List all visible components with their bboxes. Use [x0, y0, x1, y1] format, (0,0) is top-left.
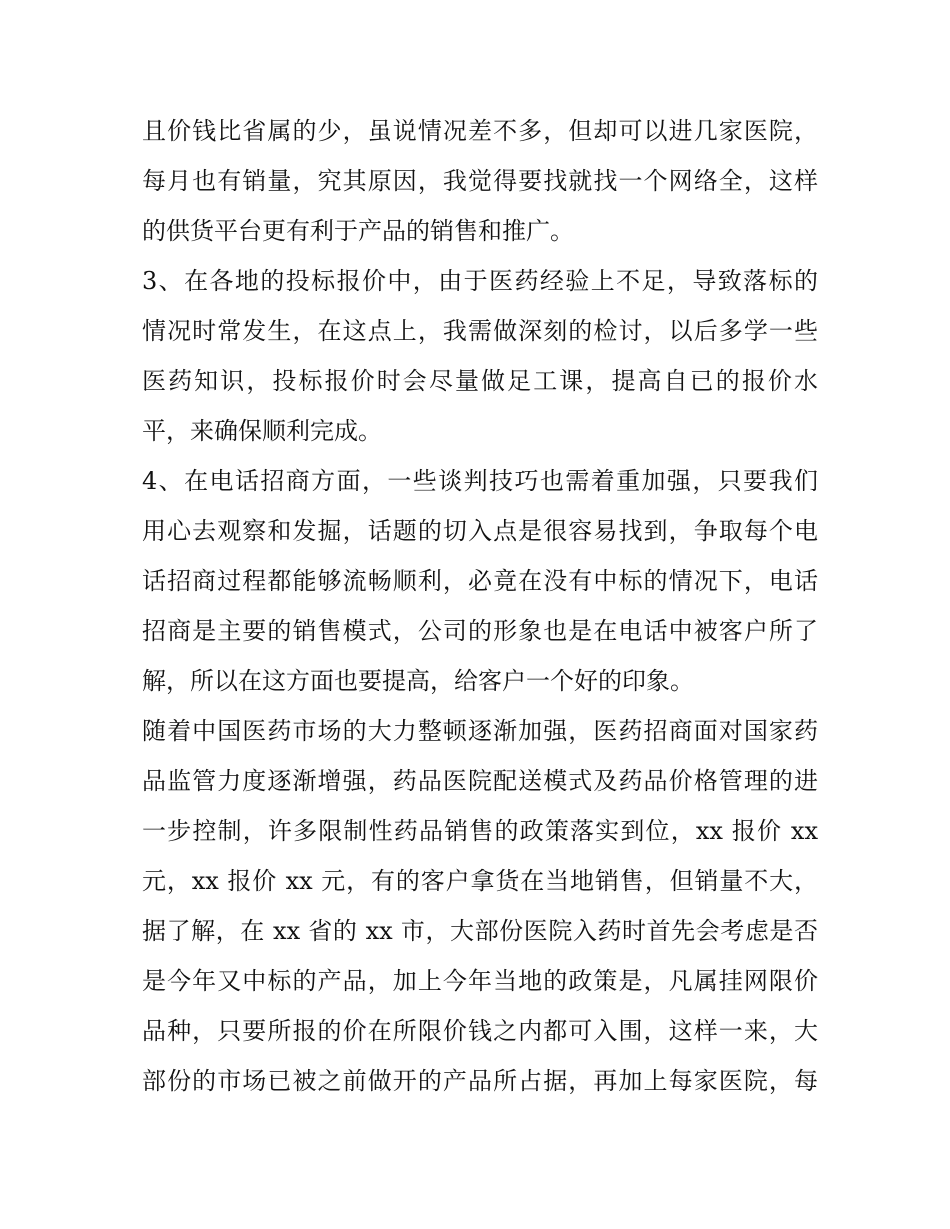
text-line: 随着中国医药市场的大力整顿逐渐加强，医药招商面对国家药 — [142, 717, 818, 745]
text-line: 品种，只要所报的价在所限价钱之内都可入围，这样一来，大 — [142, 1017, 818, 1045]
text-line: 3、在各地的投标报价中，由于医药经验上不足，导致落标的 — [142, 267, 818, 295]
text-line: 元，xx 报价 xx 元，有的客户拿货在当地销售，但销量不大， — [142, 867, 818, 895]
text-line: 一步控制，许多限制性药品销售的政策落实到位，xx 报价 xx — [142, 817, 818, 845]
text-line: 据了解，在 xx 省的 xx 市，大部份医院入药时首先会考虑是否 — [142, 917, 818, 945]
text-line: 解，所以在这方面也要提高，给客户一个好的印象。 — [142, 667, 694, 695]
text-line: 4、在电话招商方面，一些谈判技巧也需着重加强，只要我们 — [142, 467, 818, 495]
text-line: 的供货平台更有利于产品的销售和推广。 — [142, 217, 574, 245]
text-line: 平，来确保顺利完成。 — [142, 417, 382, 445]
text-line: 情况时常发生，在这点上，我需做深刻的检讨，以后多学一些 — [142, 317, 818, 345]
text-line: 部份的市场已被之前做开的产品所占据，再加上每家医院，每 — [142, 1067, 818, 1095]
text-line: 话招商过程都能够流畅顺利，必竟在没有中标的情况下，电话 — [142, 567, 818, 595]
text-line: 品监管力度逐渐增强，药品医院配送模式及药品价格管理的进 — [142, 767, 818, 795]
body-text — [142, 106, 818, 1106]
text-line: 招商是主要的销售模式，公司的形象也是在电话中被客户所了 — [142, 617, 818, 645]
text-line: 医药知识，投标报价时会尽量做足工课，提高自已的报价水 — [142, 367, 818, 395]
text-line: 是今年又中标的产品，加上今年当地的政策是，凡属挂网限价 — [142, 967, 818, 995]
text-line: 每月也有销量，究其原因，我觉得要找就找一个网络全，这样 — [142, 167, 818, 195]
text-line: 用心去观察和发掘，话题的切入点是很容易找到，争取每个电 — [142, 517, 818, 545]
text-line: 且价钱比省属的少，虽说情况差不多，但却可以进几家医院， — [142, 117, 818, 145]
